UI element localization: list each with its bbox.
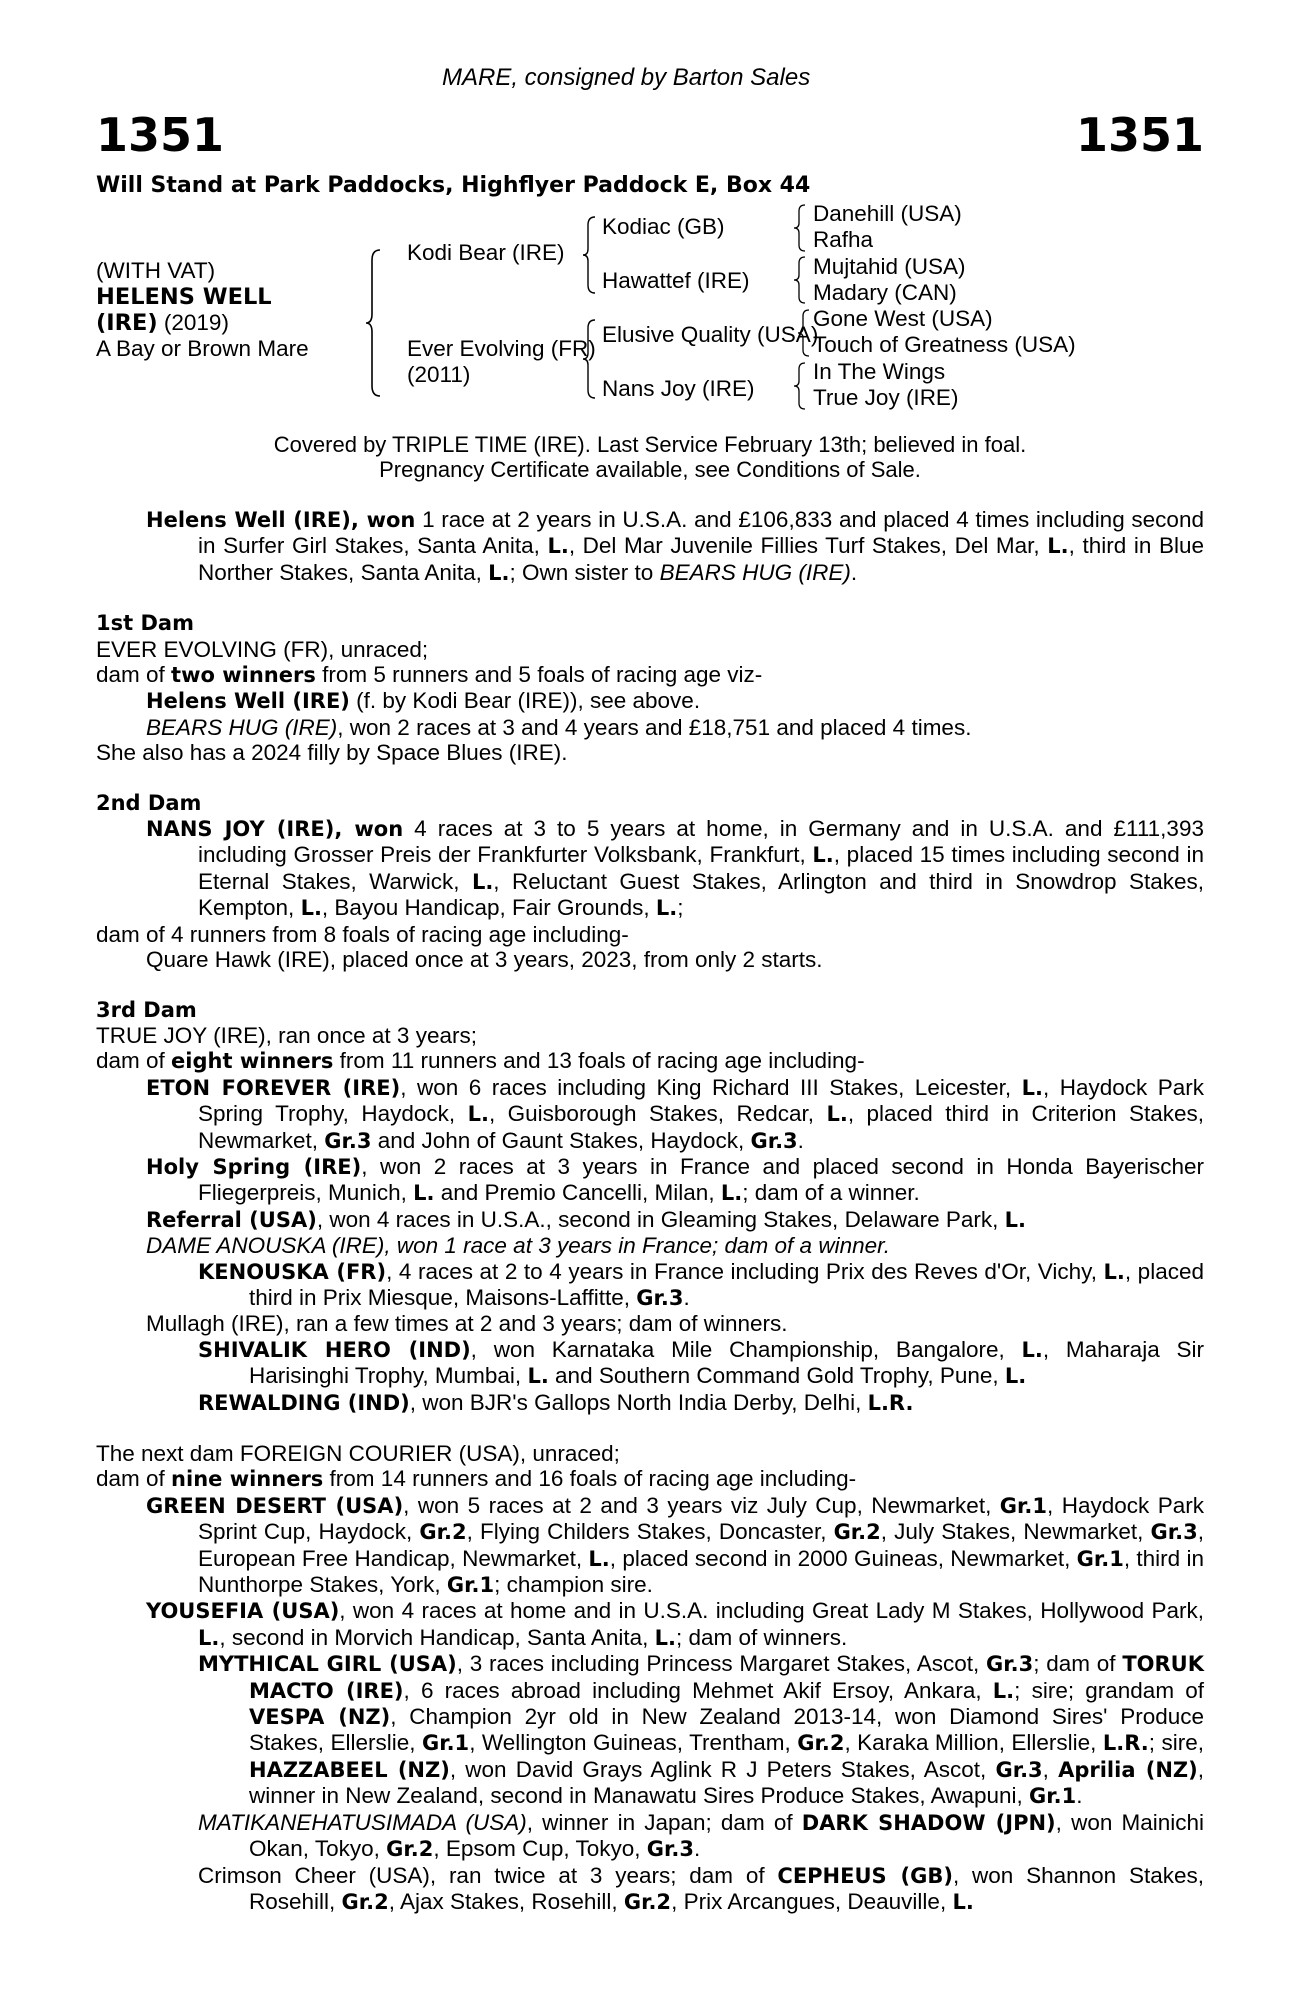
third-dam-heading: 3rd Dam: [96, 997, 197, 1022]
produce-entry: BEARS HUG (IRE), won 2 races at 3 and 4 years and £18,751 and placed 4 times.: [146, 714, 972, 740]
dam: Ever Evolving (FR): [407, 336, 596, 361]
sire-dam-sire: Mujtahid (USA): [813, 254, 966, 279]
third-dam-line: TRUE JOY (IRE), ran once at 3 years;: [96, 1022, 477, 1048]
first-dam-produce: dam of two winners from 5 runners and 5 foals of racing age viz-: [96, 662, 763, 688]
produce-entry: MYTHICAL GIRL (USA), 3 races including Princess Margaret Stakes, Ascot, Gr.3; dam of TORUK MACTO (IRE), 6 races abroad including Mehmet Akif Ersoy, Ankara, L.; sire; grandam of VESPA (NZ), Champion 2yr old in New Zealand 2013-14, won Diamond Sires' Produce Stakes, Ellerslie, Gr.1, Wellington Guineas, Trentham, Gr.2, Karaka Million, Ellerslie, L.R.; sire, HAZZABEEL (NZ), won David Grays Aglink R J Peters Stakes, Ascot, Gr.3, Aprilia (NZ), winner in New Zealand, second in Manawatu Sires Produce Stakes, Awapuni, Gr.1.: [198, 1651, 1205, 1809]
dam-dam-dam: True Joy (IRE): [813, 385, 959, 410]
next-dam-line: The next dam FOREIGN COURIER (USA), unraced;: [96, 1441, 620, 1466]
produce-entry: DAME ANOUSKA (IRE), won 1 race at 3 years in France; dam of a winner.: [146, 1233, 891, 1259]
first-dam-note: She also has a 2024 filly by Space Blues (IRE).: [96, 740, 568, 766]
horse-origin-year: (IRE) (2019): [96, 310, 229, 336]
lot-number-left: 1351: [96, 108, 225, 162]
pedigree-brace: [797, 308, 811, 358]
dam-dam: Nans Joy (IRE): [602, 376, 755, 401]
second-dam-heading: 2nd Dam: [96, 790, 202, 815]
produce-entry: Mullagh (IRE), ran a few times at 2 and 3 years; dam of winners.: [146, 1311, 788, 1337]
produce-entry: Helens Well (IRE) (f. by Kodi Bear (IRE)), see above.: [146, 688, 701, 714]
dam-dam-sire: In The Wings: [813, 359, 946, 384]
produce-entry: Quare Hawk (IRE), placed once at 3 years, 2023, from only 2 starts.: [146, 947, 823, 973]
vat-label: (WITH VAT): [96, 258, 216, 283]
produce-entry: MATIKANEHATUSIMADA (USA), winner in Japan; dam of DARK SHADOW (JPN), won Mainichi Okan, Tokyo, Gr.2, Epsom Cup, Tokyo, Gr.3.: [198, 1809, 1205, 1862]
produce-entry: ETON FOREVER (IRE), won 6 races including King Richard III Stakes, Leicester, L., Haydock Park Spring Trophy, Haydock, L., Guisborough Stakes, Redcar, L., placed third in Criterion Stakes, Newmarket, Gr.3 and John of Gaunt Stakes, Haydock, Gr.3.: [146, 1074, 1205, 1153]
pedigree-brace: [582, 318, 598, 400]
produce-entry: Referral (USA), won 4 races in U.S.A., second in Gleaming Stakes, Delaware Park, L.: [146, 1206, 1026, 1232]
sire-dam-dam: Madary (CAN): [813, 280, 957, 305]
dam-sire-sire: Gone West (USA): [813, 306, 993, 331]
sire-sire: Kodiac (GB): [602, 214, 725, 239]
pedigree-brace: [793, 203, 807, 253]
lot-number-right: 1351: [1075, 108, 1204, 162]
produce-entry: GREEN DESERT (USA), won 5 races at 2 and 3 years viz July Cup, Newmarket, Gr.1, Haydock Park Sprint Cup, Haydock, Gr.2, Flying Childers Stakes, Doncaster, Gr.2, July Stakes, Newmarket, Gr.3, European Free Handicap, Newmarket, L., placed second in 2000 Guineas, Newmarket, Gr.1, third in Nunthorpe Stakes, York, Gr.1; champion sire.: [146, 1492, 1204, 1598]
page-subtitle: MARE, consigned by Barton Sales: [442, 64, 811, 91]
produce-entry: REWALDING (IND), won BJR's Gallops North India Derby, Delhi, L.R.: [198, 1389, 914, 1415]
produce-entry: Holy Spring (IRE), won 2 races at 3 years in France and placed second in Honda Bayerischer Fliegerpreis, Munich, L. and Premio Cancelli, Milan, L.; dam of a winner.: [146, 1153, 1205, 1206]
produce-entry: SHIVALIK HERO (IND), won Karnataka Mile Championship, Bangalore, L., Maharaja Sir Harisinghi Trophy, Mumbai, L. and Southern Command Gold Trophy, Pune, L.: [198, 1336, 1204, 1389]
produce-entry: Crimson Cheer (USA), ran twice at 3 years; dam of CEPHEUS (GB), won Shannon Stakes, Rosehill, Gr.2, Ajax Stakes, Rosehill, Gr.2, Prix Arcangues, Deauville, L.: [198, 1862, 1205, 1914]
next-dam-produce: dam of nine winners from 14 runners and 16 foals of racing age including-: [96, 1466, 857, 1492]
pedigree-brace: [793, 255, 807, 305]
dam-sire: Elusive Quality (USA): [602, 322, 819, 347]
first-dam-heading: 1st Dam: [96, 611, 194, 636]
dam-year: (2011): [407, 362, 471, 387]
intro-paragraph: Helens Well (IRE), won 1 race at 2 years in U.S.A. and £106,833 and placed 4 times including second in Surfer Girl Stakes, Santa Anita, L., Del Mar Juvenile Fillies Turf Stakes, Del Mar, L., third in Blue Norther Stakes, Santa Anita, L.; Own sister to BEARS HUG (IRE).: [146, 507, 1204, 585]
produce-entry: YOUSEFIA (USA), won 4 races at home and in U.S.A. including Great Lady M Stakes, Hollywood Park, L., second in Morvich Handicap, Santa Anita, L.; dam of winners.: [146, 1598, 1204, 1650]
covered-line: Covered by TRIPLE TIME (IRE). Last Service February 13th; believed in foal.: [273, 432, 1027, 457]
pedigree-brace: [582, 215, 598, 295]
produce-entry: KENOUSKA (FR), 4 races at 2 to 4 years in France including Prix des Reves d'Or, Vichy, L., placed third in Prix Miesque, Maisons-Laffitte, Gr.3.: [198, 1258, 1204, 1310]
horse-description: A Bay or Brown Mare: [96, 336, 309, 361]
dam-sire-dam: Touch of Greatness (USA): [813, 332, 1076, 357]
stand-location: Will Stand at Park Paddocks, Highflyer Paddock E, Box 44: [96, 173, 811, 198]
second-dam-paragraph: NANS JOY (IRE), won 4 races at 3 to 5 years at home, in Germany and in U.S.A. and £111,393 including Grosser Preis der Frankfurter Volksbank, Frankfurt, L., placed 15 times including second in Eternal Stakes, Warwick, L., Reluctant Guest Stakes, Arlington and third in Snowdrop Stakes, Kempton, L., Bayou Handicap, Fair Grounds, L.;: [146, 816, 1204, 921]
second-dam-produce: dam of 4 runners from 8 foals of racing age including-: [96, 921, 629, 947]
sire-dam: Hawattef (IRE): [602, 268, 750, 293]
sire: Kodi Bear (IRE): [407, 240, 565, 265]
sire-sire-dam: Rafha: [813, 227, 874, 252]
catalogue-page: [96, 0, 1204, 2000]
pregnancy-line: Pregnancy Certificate available, see Conditions of Sale.: [379, 457, 921, 482]
first-dam-line: EVER EVOLVING (FR), unraced;: [96, 636, 429, 662]
sire-sire-sire: Danehill (USA): [813, 201, 962, 226]
pedigree-brace: [793, 361, 807, 411]
pedigree-notes: [96, 507, 1204, 1915]
pedigree-brace: [364, 248, 386, 398]
third-dam-produce: dam of eight winners from 11 runners and 13 foals of racing age including-: [96, 1048, 865, 1074]
horse-name: HELENS WELL: [96, 284, 272, 310]
